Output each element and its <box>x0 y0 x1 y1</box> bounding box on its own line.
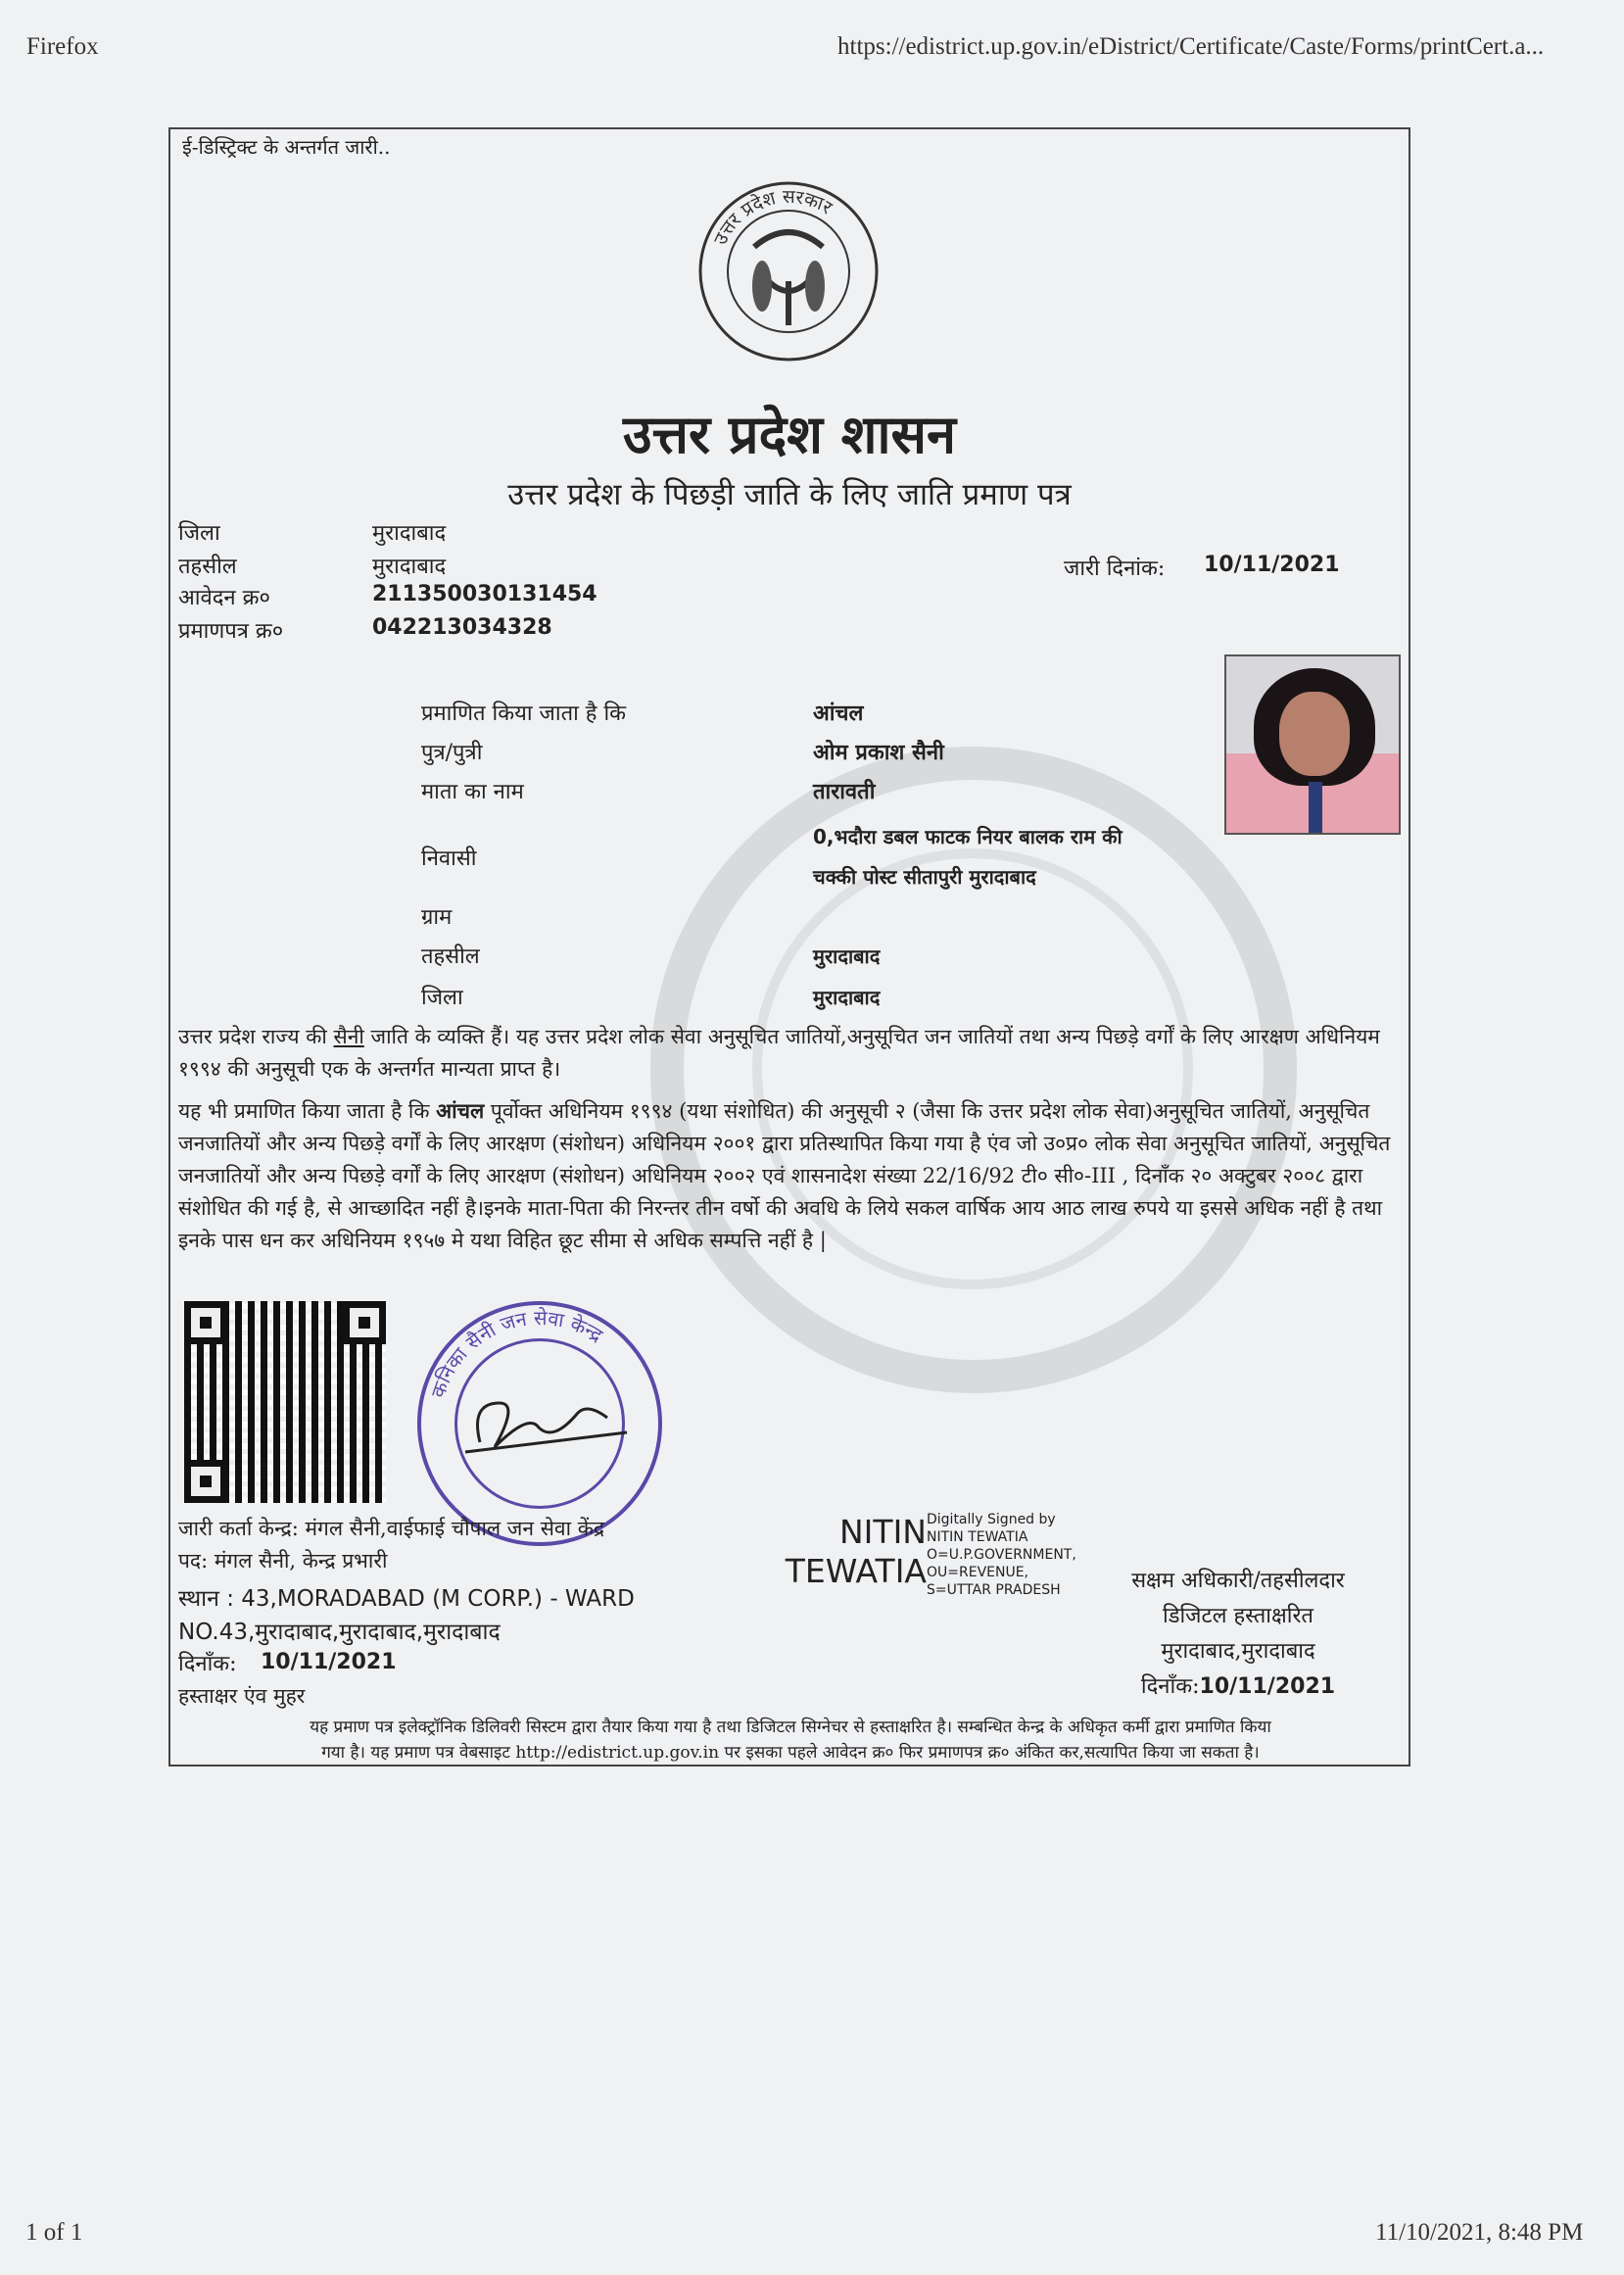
issuer-post: पद: मंगल सैनी, केन्द्र प्रभारी <box>178 1549 388 1573</box>
svg-text:कनिका सैनी जन सेवा केन्द्र: कनिका सैनी जन सेवा केन्द्र <box>425 1305 607 1401</box>
father-name: ओम प्रकाश सैनी <box>813 740 944 765</box>
authority-location: मुरादाबाद,मुरादाबाद <box>1161 1639 1315 1664</box>
sign-and-seal-label: हस्ताक्षर एंव मुहर <box>178 1684 306 1708</box>
certificate-number: 042213034328 <box>372 615 552 640</box>
issue-date: 10/11/2021 <box>1204 553 1340 577</box>
certificate-title: उत्तर प्रदेश शासन <box>623 403 956 465</box>
digital-signer-name: NITIN TEWATIA <box>785 1513 927 1590</box>
verification-footer-note: यह प्रमाण पत्र इलेक्ट्रॉनिक डिलिवरी सिस्टम द्वारा तैयार किया गया है तथा डिजिटल सिग्नेचर से हस्ताक्षरित है। सम्बन्धित केन्द्र के अधिकृत कर्मी द्वारा प्रमाणित किया गया है। यह प्रमाण पत्र वेबसाइट http://edistrict.up.gov.in पर इसका पहले आवेदन क्र० फिर प्रमाणपत्र क्र० अंकित कर,सत्यापित किया जा सकता है। <box>310 1718 1271 1763</box>
caste-name: सैनी <box>333 1025 364 1048</box>
certified-label: प्रमाणित किया जाता है कि <box>421 702 627 726</box>
authority-title: सक्षम अधिकारी/तहसीलदार <box>1131 1569 1345 1593</box>
issued-under-note: ई-डिस्ट्रिक्ट के अन्तर्गत जारी.. <box>182 135 391 159</box>
state-seal-emblem <box>695 178 882 364</box>
browser-app-name: Firefox <box>26 33 99 60</box>
seal-text: उत्तर प्रदेश सरकार <box>709 185 836 249</box>
issuer-place-line-1: स्थान : 43,MORADABAD (M CORP.) - WARD <box>178 1586 635 1612</box>
tehsil-label: तहसील <box>178 555 237 579</box>
mother-label: माता का नाम <box>421 780 524 804</box>
district-value: मुरादाबाद <box>372 521 447 546</box>
application-number: 211350030131454 <box>372 582 597 606</box>
certificate-subtitle: उत्तर प्रदेश के पिछड़ी जाति के लिए जाति प्रमाण पत्र <box>507 477 1072 512</box>
details-district: मुरादाबाद <box>813 986 881 1009</box>
certificate-number-label: प्रमाणपत्र क्र० <box>178 619 284 644</box>
address-line-1: 0,भदौरा डबल फाटक नियर बालक राम की <box>813 825 1122 848</box>
village-label: ग्राम <box>421 905 453 930</box>
authority-date-label: दिनाँक: <box>1140 1674 1200 1699</box>
handwritten-signature <box>460 1374 637 1472</box>
authority-date: 10/11/2021 <box>1199 1674 1336 1699</box>
issuer-centre: जारी कर्ता केन्द्र: मंगल सैनी,वाईफाई चौपाल जन सेवा केंद्र <box>178 1517 604 1540</box>
authority-block <box>1081 1564 1395 1705</box>
page-url: https://edistrict.up.gov.in/eDistrict/Certificate/Caste/Forms/printCert.a... <box>837 33 1545 60</box>
page-count: 1 of 1 <box>25 2219 83 2246</box>
digital-signature-details: Digitally Signed by NITIN TEWATIA O=U.P.GOVERNMENT, OU=REVENUE, S=UTTAR PRADESH <box>927 1512 1076 1598</box>
issuer-date: 10/11/2021 <box>261 1650 397 1674</box>
details-district-label: जिला <box>421 986 463 1010</box>
issuing-centre-stamp <box>417 1301 662 1546</box>
paragraph-creamy-layer: यह भी प्रमाणित किया जाता है कि आंचल पूर्वोक्त अधिनियम १९९४ (यथा संशोधित) की अनुसूची २ (जैसा कि उत्तर प्रदेश लोक सेवा)अनुसूचित जातियों, अनुसूचित जनजातियों और अन्य पिछड़े वर्गों के लिए आरक्षण (संशोधन) अधिनियम २००१ द्वारा प्रतिस्थापित किया गया है एंव जो उ०प्र० लोक सेवा अनुसूचित जातियों, अनुसूचित जनजातियों और अन्य पिछड़े वर्गों के लिए आरक्षण (संशोधन) अधिनियम २००२ एवं शासनादेश संख्या 22/16/92 टी० सी०-III , दिनाँक २० अक्टुबर २००८ द्वारा संशोधित की गई है, से आच्छादित नहीं है।इनके माता-पिता की निरन्तर तीन वर्षो की अवधि के लिये सकल वार्षिक आय आठ लाख रुपये या इससे अधिक नहीं है तथा इनके पास धन कर अधिनियम १९५७ मे यथा विहित छूट सीमा से अधिक सम्पत्ति नहीं है | <box>178 1098 1391 1252</box>
address-line-2: चक्की पोस्ट सीतापुरी मुरादाबाद <box>813 865 1036 889</box>
paragraph-caste: उत्तर प्रदेश राज्य की सैनी जाति के व्यक्ति हैं। यह उत्तर प्रदेश लोक सेवा अनुसूचित जातियों,अनुसूचित जन जातियों तथा अन्य पिछड़े वर्गों के लिए आरक्षण अधिनियम १९९४ की अनुसूची एक के अन्तर्गत मान्यता प्राप्त है। <box>178 1025 1380 1081</box>
details-tehsil-label: तहसील <box>421 944 480 969</box>
certificate <box>168 127 1410 1767</box>
application-number-label: आवेदन क्र० <box>178 586 270 610</box>
tehsil-value: मुरादाबाद <box>372 555 447 579</box>
mother-name: तारावती <box>813 779 876 804</box>
district-label: जिला <box>178 521 220 546</box>
verification-qr-code <box>184 1301 386 1503</box>
details-tehsil: मुरादाबाद <box>813 944 881 968</box>
authority-digital-signed: डिजिटल हस्ताक्षरित <box>1163 1604 1314 1628</box>
paragraph-holder-name: आंचल <box>436 1098 485 1123</box>
issuer-place-line-2: NO.43,मुरादाबाद,मुरादाबाद,मुरादाबाद <box>178 1620 501 1645</box>
relation-label: पुत्र/पुत्री <box>421 741 483 765</box>
print-timestamp: 11/10/2021, 8:48 PM <box>1375 2219 1584 2246</box>
holder-name: आंचल <box>813 701 864 726</box>
resident-label: निवासी <box>421 847 477 871</box>
issuer-date-label: दिनाँक: <box>178 1652 237 1676</box>
issue-date-label: जारी दिनांक: <box>1064 557 1166 581</box>
holder-photo <box>1224 654 1401 835</box>
